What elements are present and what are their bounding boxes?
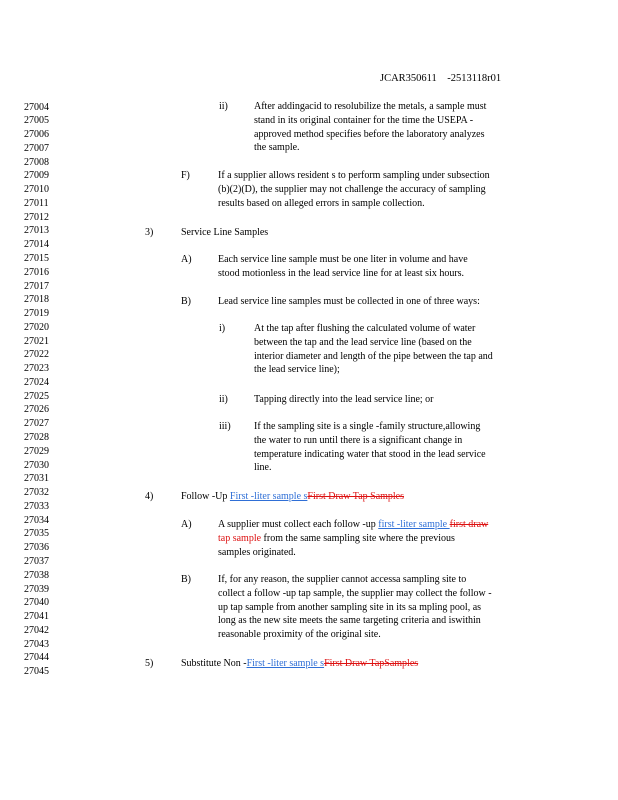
line-number: 27029 [24, 445, 49, 457]
line-number: 27022 [24, 349, 49, 361]
line-number: 27008 [24, 156, 49, 168]
line-number: 27016 [24, 266, 49, 278]
line-number: 27024 [24, 376, 49, 388]
item-label: A) [181, 254, 192, 265]
line-number: 27031 [24, 473, 49, 485]
line-number: 27019 [24, 308, 49, 319]
line-number: 27021 [24, 335, 49, 347]
line-number: 27040 [24, 597, 49, 609]
paragraph-flushing: At the tap after flushing the calculated volume of water between the tap and the lead service line (based on the interior diameter and length of the pipe between the tap and the lead service line); [254, 323, 493, 376]
line-number: 27037 [24, 555, 49, 567]
inserted-text: First -liter sample s [229, 491, 308, 502]
line-number: 27017 [24, 280, 49, 292]
paragraph-three-ways: Lead service line samples must be collected in one of three ways: [218, 296, 480, 307]
revised-text: tap sample [218, 532, 262, 544]
section-title: Follow -Up First -liter sample sFirst Draw Tap Samples [181, 491, 405, 502]
deleted-text: First Draw TapSamples [324, 658, 419, 669]
section-label: 3) [145, 227, 154, 238]
inserted-text: first -liter sample [378, 519, 450, 530]
item-label: A) [181, 519, 192, 530]
paragraph-single-family: If the sampling site is a single -family structure,allowing the water to run until there is a significant change in temperature indicating water that stood in the lead service line. [254, 421, 486, 474]
line-number: 27018 [24, 294, 49, 306]
line-number: 27044 [24, 652, 49, 664]
line-number: 27026 [24, 404, 49, 416]
line-number: 27004 [24, 101, 49, 113]
item-label: F) [181, 170, 190, 181]
deleted-text: First Draw Tap Samples [307, 491, 405, 502]
line-number: 27011 [24, 197, 49, 209]
line-number: 27013 [24, 225, 49, 237]
line-number: 27010 [24, 184, 49, 196]
paragraph-other-site: If, for any reason, the supplier cannot accessa sampling site to collect a follow -up tap sample, the supplier may collect the follow - up tap sample from another sampling site in its sa mpling pool, as long as the new site meets the same targeting criteria and iswithin reasonable proximity of the original site. [218, 574, 492, 641]
section-label: 4) [145, 491, 154, 502]
paragraph-one-liter: Each service line sample must be one liter in volume and have stood motionless in the lead service line for at least six hours. [218, 254, 468, 279]
line-number: 27025 [24, 390, 49, 402]
line-number: 27035 [24, 528, 49, 540]
line-number: 27039 [24, 583, 49, 595]
line-number: 27014 [24, 239, 49, 251]
paragraph-follow-up-collect: A supplier must collect each follow -up first -liter sample first draw tap sample from the same sampling site where the previous samples originated. [218, 519, 489, 558]
line-number: 27005 [24, 115, 49, 127]
line-number: 27006 [24, 129, 49, 140]
paragraph-residents-sampling: If a supplier allows resident s to perform sampling under subsection (b)(2)(D), the supplier may not challenge the accuracy of sampling results based on alleged errors in sample collection. [218, 170, 490, 209]
line-number: 27020 [24, 321, 49, 333]
document-id: JCAR350611 [380, 73, 437, 84]
item-label: B) [181, 296, 191, 307]
line-number: 27034 [24, 514, 49, 526]
line-number: 27012 [24, 211, 49, 223]
section-title: Substitute Non -First -liter sample sFirst Draw TapSamples [181, 658, 419, 669]
line-number: 27041 [24, 611, 49, 622]
subitem-label: ii) [219, 101, 228, 112]
item-label: B) [181, 574, 191, 585]
line-number: 27033 [24, 500, 49, 512]
paragraph-acid: After addingacid to resolubilize the metals, a sample must stand in its original container for the time the USEPA - approved method specifies before the laboratory analyzes the sample. [254, 101, 487, 154]
line-number: 27009 [24, 170, 49, 182]
subitem-label: iii) [219, 421, 231, 432]
line-number: 27036 [24, 542, 49, 554]
document-header [380, 73, 501, 84]
line-number: 27007 [24, 142, 49, 154]
line-number: 27027 [24, 418, 49, 430]
section-title: Service Line Samples [181, 227, 269, 238]
line-number: 27042 [24, 624, 49, 636]
line-number: 27028 [24, 432, 49, 443]
line-number: 27023 [24, 363, 49, 375]
paragraph-tapping: Tapping directly into the lead service line; or [254, 394, 434, 405]
subitem-label: i) [219, 323, 226, 334]
subitem-label: ii) [219, 394, 228, 405]
line-number: 27015 [24, 253, 49, 264]
line-number: 27030 [24, 459, 49, 471]
section-label: 5) [145, 658, 154, 669]
line-number: 27043 [24, 638, 49, 650]
inserted-text: First -liter sample s [246, 658, 325, 669]
line-number: 27032 [24, 487, 49, 499]
document-revision: -2513118r01 [447, 73, 502, 84]
deleted-text: first draw [449, 519, 489, 530]
line-number: 27045 [24, 666, 49, 678]
line-number: 27038 [24, 569, 49, 581]
